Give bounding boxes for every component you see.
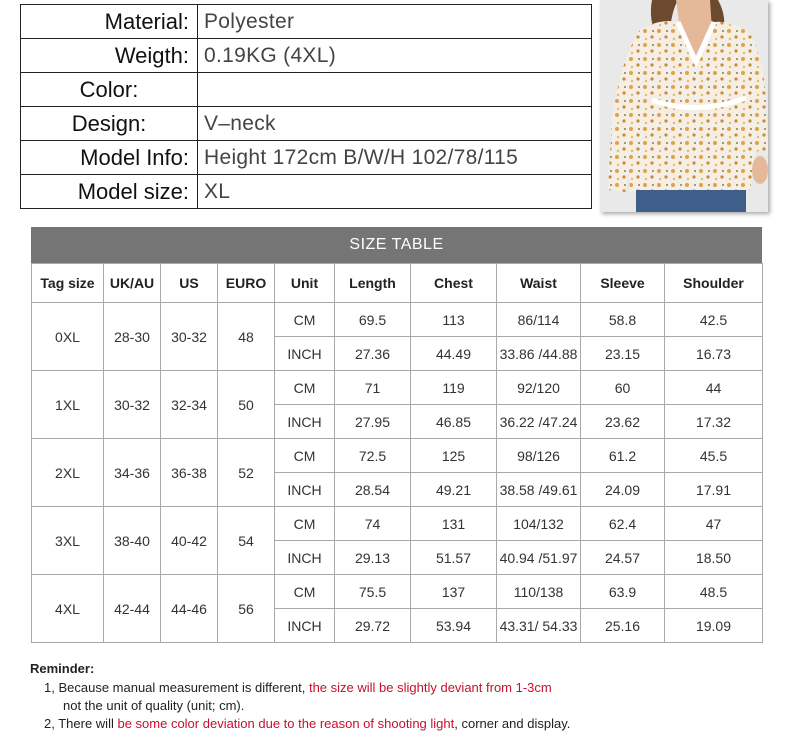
waist-cell: 98/126 [497,439,581,473]
info-row-design [21,107,592,141]
us-cell: 36-38 [161,439,218,507]
table-row [32,507,763,541]
column-header: UK/AU [104,264,161,303]
reminder-section [30,660,770,733]
info-label: Weigth: [21,39,198,73]
us-cell: 40-42 [161,507,218,575]
tag-size-cell: 1XL [32,371,104,439]
unit-cell: INCH [275,405,335,439]
size-table-section [31,227,762,643]
sleeve-cell: 58.8 [581,303,665,337]
length-cell: 27.95 [335,405,411,439]
waist-cell: 92/120 [497,371,581,405]
euro-cell: 50 [218,371,275,439]
table-row [32,575,763,609]
info-row-model-size [21,175,592,209]
euro-cell: 54 [218,507,275,575]
info-label: Color: [21,73,198,107]
unit-cell: CM [275,507,335,541]
uk-au-cell: 30-32 [104,371,161,439]
info-value: XL [198,175,592,209]
reminder-title: Reminder: [30,661,95,676]
unit-cell: CM [275,439,335,473]
shoulder-cell: 48.5 [665,575,763,609]
info-label: Model size: [21,175,198,209]
column-header: EURO [218,264,275,303]
shoulder-cell: 17.91 [665,473,763,507]
chest-cell: 53.94 [411,609,497,643]
tag-size-cell: 4XL [32,575,104,643]
length-cell: 29.13 [335,541,411,575]
chest-cell: 125 [411,439,497,473]
info-row-weight [21,39,592,73]
reminder-highlight: the size will be slightly deviant from 1-3cm [308,680,552,695]
unit-cell: INCH [275,337,335,371]
unit-cell: INCH [275,473,335,507]
info-row-model-info [21,141,592,175]
euro-cell: 52 [218,439,275,507]
waist-cell: 40.94 /51.97 [497,541,581,575]
us-cell: 32-34 [161,371,218,439]
shoulder-cell: 44 [665,371,763,405]
sleeve-cell: 23.15 [581,337,665,371]
size-table-header-row [32,264,763,303]
info-row-color [21,73,592,107]
chest-cell: 49.21 [411,473,497,507]
shoulder-cell: 42.5 [665,303,763,337]
info-value: Polyester [198,5,592,39]
waist-cell: 43.31/ 54.33 [497,609,581,643]
uk-au-cell: 42-44 [104,575,161,643]
sleeve-cell: 60 [581,371,665,405]
waist-cell: 110/138 [497,575,581,609]
info-value [198,73,592,107]
reminder-item-1 [30,679,770,697]
size-table-title: SIZE TABLE [31,227,762,263]
column-header: Tag size [32,264,104,303]
sleeve-cell: 63.9 [581,575,665,609]
unit-cell: INCH [275,609,335,643]
uk-au-cell: 38-40 [104,507,161,575]
reminder-text: , corner and display. [454,716,571,731]
info-value: Height 172cm B/W/H 102/78/115 [198,141,592,175]
sleeve-cell: 24.09 [581,473,665,507]
shoulder-cell: 47 [665,507,763,541]
unit-cell: CM [275,371,335,405]
waist-cell: 33.86 /44.88 [497,337,581,371]
reminder-text: 1, Because manual measurement is different, [44,680,309,695]
info-value: 0.19KG (4XL) [198,39,592,73]
reminder-item-1-continued: not the unit of quality (unit; cm). [63,698,245,713]
column-header: US [161,264,218,303]
waist-cell: 36.22 /47.24 [497,405,581,439]
model-photo-illustration [600,0,768,212]
length-cell: 71 [335,371,411,405]
model-photo [600,0,768,212]
tag-size-cell: 0XL [32,303,104,371]
chest-cell: 51.57 [411,541,497,575]
column-header: Length [335,264,411,303]
column-header: Sleeve [581,264,665,303]
info-label: Design: [21,107,198,141]
table-row [32,371,763,405]
chest-cell: 119 [411,371,497,405]
length-cell: 28.54 [335,473,411,507]
us-cell: 30-32 [161,303,218,371]
length-cell: 27.36 [335,337,411,371]
uk-au-cell: 34-36 [104,439,161,507]
chest-cell: 44.49 [411,337,497,371]
length-cell: 75.5 [335,575,411,609]
chest-cell: 131 [411,507,497,541]
info-row-material [21,5,592,39]
info-value: V–neck [198,107,592,141]
reminder-highlight: be some color deviation due to the reason of shooting light [117,716,455,731]
shoulder-cell: 16.73 [665,337,763,371]
unit-cell: INCH [275,541,335,575]
length-cell: 74 [335,507,411,541]
euro-cell: 56 [218,575,275,643]
waist-cell: 38.58 /49.61 [497,473,581,507]
length-cell: 69.5 [335,303,411,337]
sleeve-cell: 62.4 [581,507,665,541]
tag-size-cell: 3XL [32,507,104,575]
shoulder-cell: 45.5 [665,439,763,473]
waist-cell: 104/132 [497,507,581,541]
chest-cell: 46.85 [411,405,497,439]
column-header: Shoulder [665,264,763,303]
column-header: Unit [275,264,335,303]
table-row [32,439,763,473]
column-header: Chest [411,264,497,303]
sleeve-cell: 24.57 [581,541,665,575]
sleeve-cell: 23.62 [581,405,665,439]
shoulder-cell: 19.09 [665,609,763,643]
product-info-table [20,4,592,209]
waist-cell: 86/114 [497,303,581,337]
length-cell: 72.5 [335,439,411,473]
shoulder-cell: 18.50 [665,541,763,575]
uk-au-cell: 28-30 [104,303,161,371]
us-cell: 44-46 [161,575,218,643]
column-header: Waist [497,264,581,303]
table-row [32,303,763,337]
length-cell: 29.72 [335,609,411,643]
info-label: Model Info: [21,141,198,175]
info-label: Material: [21,5,198,39]
chest-cell: 113 [411,303,497,337]
reminder-text: 2, There will [44,716,118,731]
unit-cell: CM [275,303,335,337]
chest-cell: 137 [411,575,497,609]
tag-size-cell: 2XL [32,439,104,507]
reminder-item-2 [30,715,770,733]
shoulder-cell: 17.32 [665,405,763,439]
unit-cell: CM [275,575,335,609]
size-table [31,263,763,643]
euro-cell: 48 [218,303,275,371]
sleeve-cell: 25.16 [581,609,665,643]
sleeve-cell: 61.2 [581,439,665,473]
